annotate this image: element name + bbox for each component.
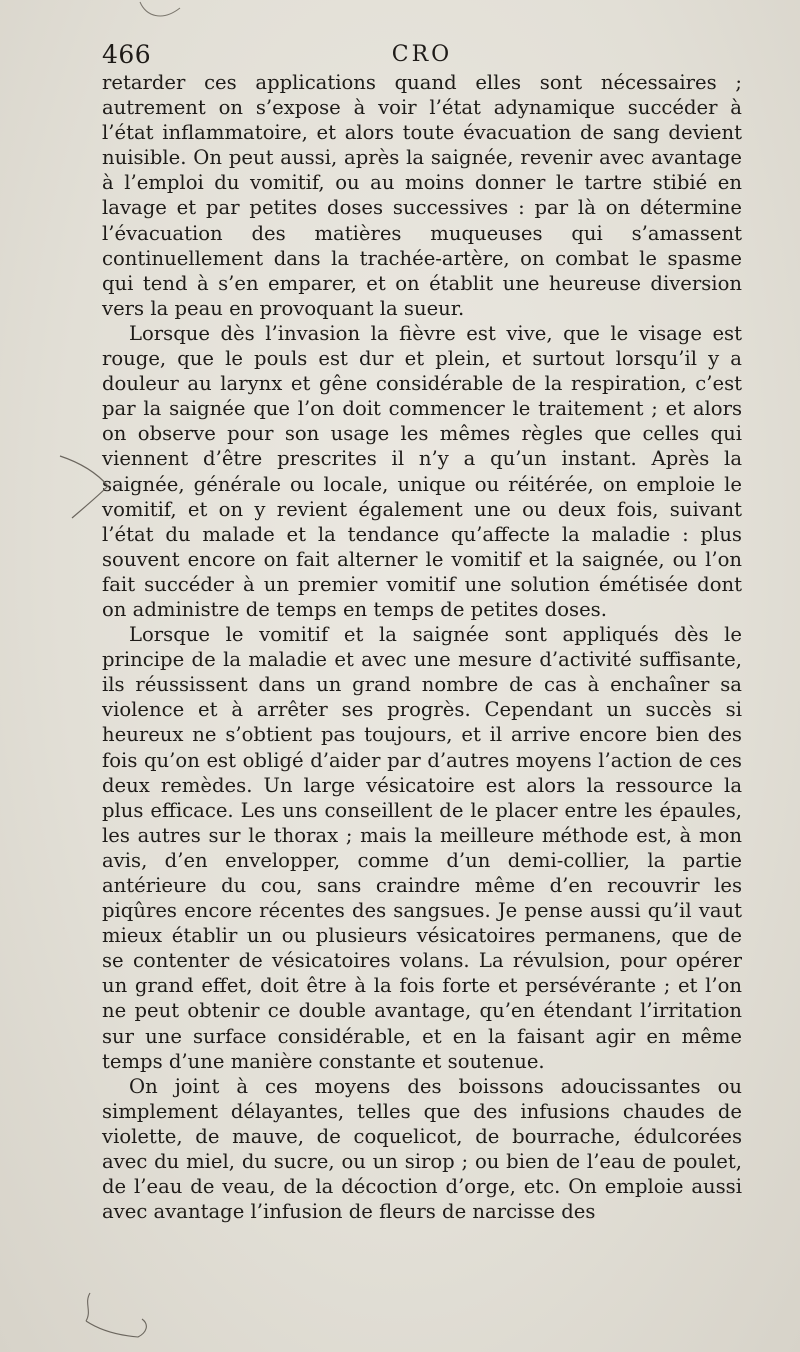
body-text (102, 70, 742, 1224)
paragraph-1: retarder ces applications quand elles sont nécessaires ; autrement on s’expose à voir l’état adynamique succéder à l’état inflammatoire, et alors toute évacuation de sang devient nuisible. On peut aussi, après la saignée, revenir avec avantage à l’emploi du vomitif, ou au moins donner le tartre stibié en lavage et par petites doses successives : par là on détermine l’évacuation des matières muqueuses qui s’amassent continuellement dans la trachée-artère, on combat le spasme qui tend à s’en emparer, et on établit une heureuse diversion vers la peau en provoquant la sueur. (102, 71, 742, 320)
page-number: 466 (102, 40, 152, 69)
top-pencil-mark (136, 0, 186, 24)
running-head (102, 40, 742, 70)
corner-pencil-mark (80, 1285, 160, 1345)
paragraph-2: Lorsque dès l’invasion la fièvre est vive, que le visage est rouge, que le pouls est dur et plein, et surtout lorsqu’il y a douleur au larynx et gêne considérable de la respiration, c’est par la saignée que l’on doit commencer le traitement ; et alors on observe pour son usage les mêmes règles que celles qui viennent d’être prescrites il n’y a qu’un instant. Après la saignée, générale ou locale, unique ou réitérée, on emploie le vomitif, et on y revient également une ou deux fois, suivant l’état du malade et la tendance qu’affecte la maladie : plus souvent encore on fait alterner le vomitif et la saignée, ou l’on fait succéder à un premier vomitif une solution émétisée dont on administre de temps en temps de petites doses. (102, 321, 742, 621)
paragraph-4: On joint à ces moyens des boissons adoucissantes ou simplement délayantes, telles que des infusions chaudes de violette, de mauve, de coquelicot, de bourrache, édulcorées avec du miel, du sucre, ou un sirop ; ou bien de l’eau de poulet, de l’eau de veau, de la décoction d’orge, etc. On emploie aussi avec avantage l’infusion de fleurs de narcisse des (102, 1074, 742, 1224)
running-title: CRO (391, 42, 453, 67)
paragraph-3: Lorsque le vomitif et la saignée sont appliqués dès le principe de la maladie et avec une mesure d’activité suffisante, ils réussissent dans un grand nombre de cas à enchaîner sa violence et à arrêter ses progrès. Cependant un succès si heureux ne s’obtient pas toujours, et il arrive encore bien des fois qu’on est obligé d’aider par d’autres moyens l’action de ces deux remèdes. Un large vésicatoire est alors la ressource la plus efficace. Les uns conseillent de le placer entre les épaules, les autres sur le thorax ; mais la meilleure méthode est, à mon avis, d’en envelopper, comme d’un demi-collier, la partie antérieure du cou, sans craindre même d’en recouvrir les piqûres encore récentes des sangsues. Je pense aussi qu’il vaut mieux établir un ou plusieurs vésicatoires permanens, que de se contenter de vésicatoires volans. La révulsion, pour opérer un grand effet, doit être à la fois forte et persévérante ; et l’on ne peut obtenir ce double avantage, qu’en étendant l’irritation sur une surface considérable, et en la faisant agir en même temps d’une manière constante et soutenue. (102, 623, 742, 1073)
